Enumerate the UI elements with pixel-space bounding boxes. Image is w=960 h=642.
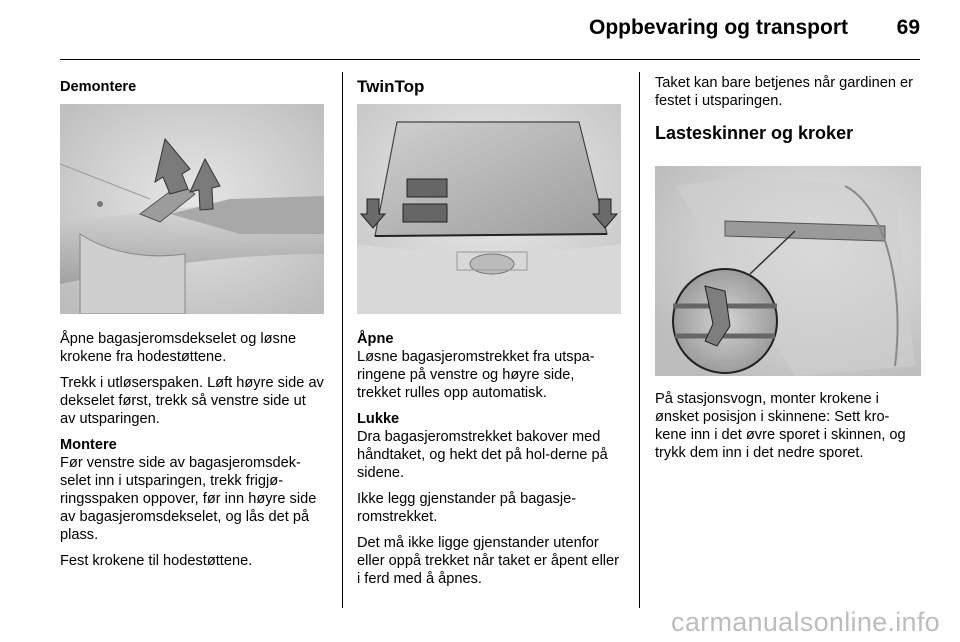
column-2-text: [357, 330, 621, 596]
column-divider-1: [342, 72, 343, 608]
page-header-title: Oppbevaring og transport: [588, 16, 848, 39]
section-heading-demontere: Demontere: [60, 79, 137, 95]
subheading-apne: Åpne: [357, 331, 394, 347]
figure-cover-removal: [60, 104, 324, 314]
column-3-text: [655, 390, 921, 470]
column-2: [357, 74, 621, 96]
column-1: [60, 74, 324, 96]
watermark-logo: carmanualsonline.info: [671, 607, 940, 637]
subheading-lukke: Lukke: [357, 411, 400, 427]
header-rule: [60, 59, 920, 60]
paragraph: På stasjonsvogn, monter krokene i ønsket posisjon i skinnene: Sett kro-kene inn i det øvre sporet i skinnen, og trykk dem inn i det nedre sporet.: [655, 391, 906, 461]
page-number: 69: [896, 16, 920, 39]
paragraph: Løsne bagasjeromstrekket fra utspa-ringene på venstre og høyre side, trekket rulles opp automatisk.: [357, 349, 595, 401]
paragraph: Taket kan bare betjenes når gardinen er festet i utsparingen.: [655, 75, 913, 109]
column-3: [655, 74, 921, 142]
paragraph: Fest krokene til hodestøttene.: [60, 553, 253, 569]
paragraph: Det må ikke ligge gjenstander utenfor eller oppå trekket når taket er åpent eller i ferd med å åpnes.: [357, 535, 620, 587]
column-1-text: [60, 330, 324, 578]
paragraph: Åpne bagasjeromsdekselet og løsne krokene fra hodestøttene.: [60, 331, 297, 365]
section-heading-twintop: TwinTop: [357, 77, 425, 96]
paragraph: Dra bagasjeromstrekket bakover med håndtaket, og hekt det på hol-derne på sidene.: [357, 429, 608, 481]
figure-rails-hooks: [655, 166, 921, 376]
section-heading-lasteskinner: Lasteskinner og kroker: [655, 123, 854, 143]
column-divider-2: [639, 72, 640, 608]
paragraph: Trekk i utløserspaken. Løft høyre side av dekselet først, trekk så venstre side ut av utsparingen.: [60, 375, 324, 427]
subheading-montere: Montere: [60, 437, 117, 453]
paragraph: Ikke legg gjenstander på bagasje-romstrekket.: [357, 491, 577, 525]
paragraph: Før venstre side av bagasjeromsdek-selet inn i utsparingen, trekk frigjø-ringsspaken oppover, før inn høyre side av bagasjeromsdekselet, og lås det på plass.: [60, 455, 317, 543]
figure-twintop-cover: [357, 104, 621, 314]
